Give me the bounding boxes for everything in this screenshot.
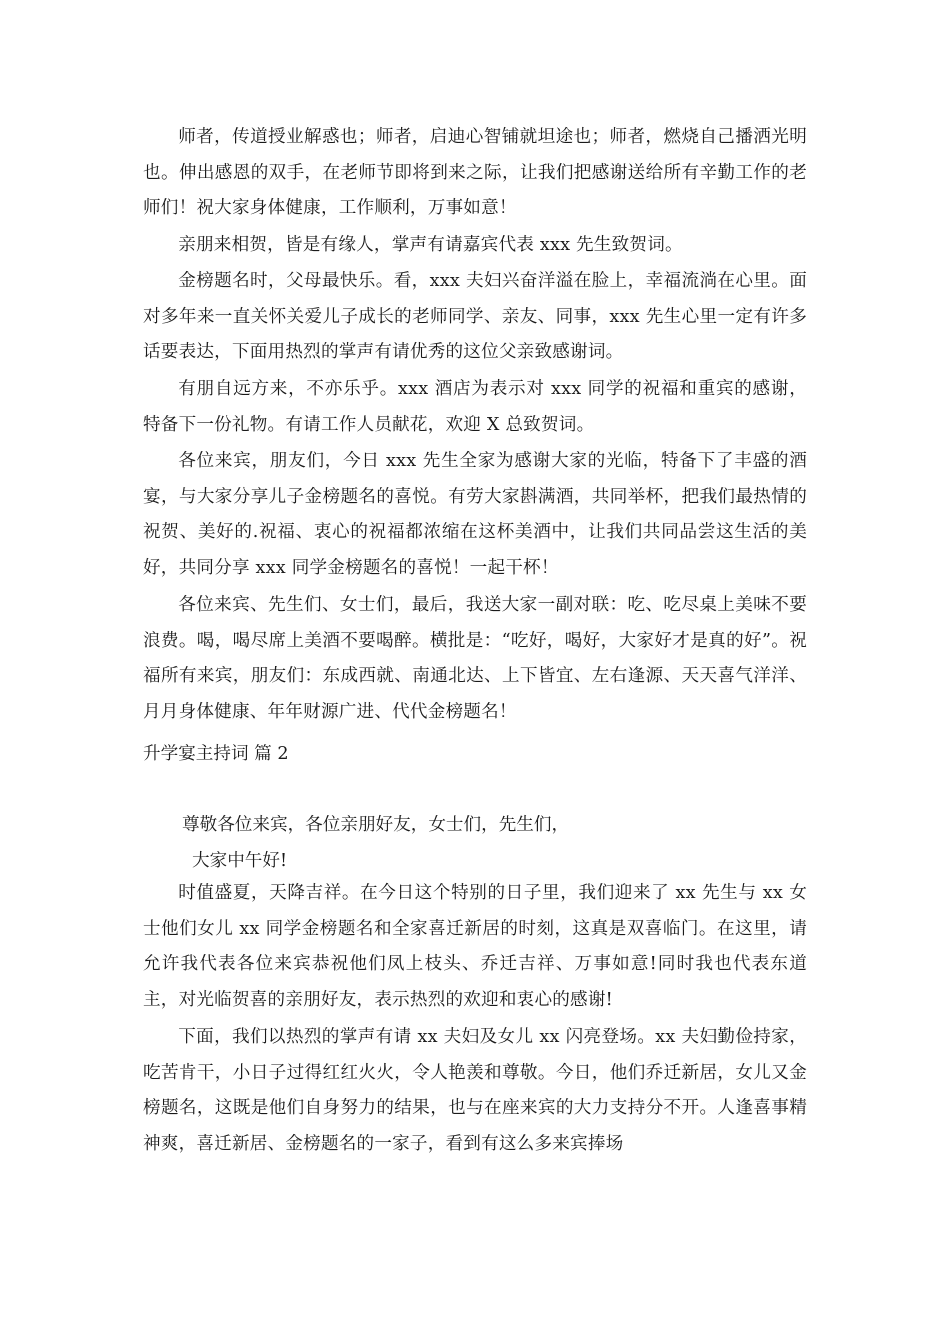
greeting-noon: 大家中午好! — [192, 851, 288, 871]
paragraph-couplet-closing: 各位来宾、先生们、女士们，最后，我送大家一副对联：吃、吃尽桌上美味不要浪费。喝，喝尽席上美酒不要喝醉。横批是：“吃好，喝好，大家好才是真的好”。祝福所有来宾，朋友们：东成西就、南通北达、上下皆宜、左右逢源、天天喜气洋洋、月月身体健康、年年财源广进、代代金榜题名！ — [143, 595, 807, 723]
paragraph-hotel-gift: 有朋自远方来，不亦乐乎。xxx 酒店为表示对 xxx 同学的祝福和重宾的感谢，特备下一份礼物。有请工作人员献花，欢迎 X 总致贺词。 — [143, 379, 807, 435]
paragraph-guest-speech-invite: 亲朋来相贺，皆是有缘人，掌声有请嘉宾代表 xxx 先生致贺词。 — [178, 235, 683, 255]
paragraph-family-introduction: 下面，我们以热烈的掌声有请 xx 夫妇及女儿 xx 闪亮登场。xx 夫妇勤俭持家，吃苦肯干，小日子过得红红火火，令人艳羡和尊敬。今日，他们乔迁新居，女儿又金榜题名，这既是他们自身努力的结果，也与在座来宾的大力支持分不开。人逢喜事精神爽，喜迁新居、金榜题名的一家子，看到有这么多来宾捧场 — [143, 1027, 807, 1155]
paragraph-parents-thanks: 金榜题名时，父母最快乐。看，xxx 夫妇兴奋洋溢在脸上，幸福流淌在心里。面对多年来一直关怀关爱儿子成长的老师同学、亲友、同事，xxx 先生心里一定有许多话要表达，下面用热烈的掌声有请优秀的这位父亲致感谢词。 — [143, 271, 807, 363]
greeting-audience: 尊敬各位来宾，各位亲朋好友，女士们，先生们， — [182, 815, 570, 835]
paragraph-teachers-tribute: 师者，传道授业解惑也；师者，启迪心智铺就坦途也；师者，燃烧自己播洒光明也。伸出感恩的双手，在老师节即将到来之际，让我们把感谢送给所有辛勤工作的老师们！祝大家身体健康，工作顺利，万事如意！ — [143, 127, 807, 219]
section-heading: 升学宴主持词 篇 2 — [143, 744, 289, 764]
paragraph-double-celebration: 时值盛夏，天降吉祥。在今日这个特别的日子里，我们迎来了 xx 先生与 xx 女士他们女儿 xx 同学金榜题名和全家喜迁新居的时刻，这真是双喜临门。在这里，请允许我代表各位来宾恭祝他们凤上枝头、乔迁吉祥、万事如意!同时我也代表东道主，对光临贺喜的亲朋好友，表示热烈的欢迎和衷心的感谢! — [143, 883, 807, 1011]
paragraph-toast: 各位来宾，朋友们，今日 xxx 先生全家为感谢大家的光临，特备下了丰盛的酒宴，与大家分享儿子金榜题名的喜悦。有劳大家斟满酒，共同举杯，把我们最热情的祝贺、美好的.祝福、衷心的祝福都浓缩在这杯美酒中，让我们共同品尝这生活的美好，共同分享 xxx 同学金榜题名的喜悦！一起干杯！ — [143, 451, 807, 579]
